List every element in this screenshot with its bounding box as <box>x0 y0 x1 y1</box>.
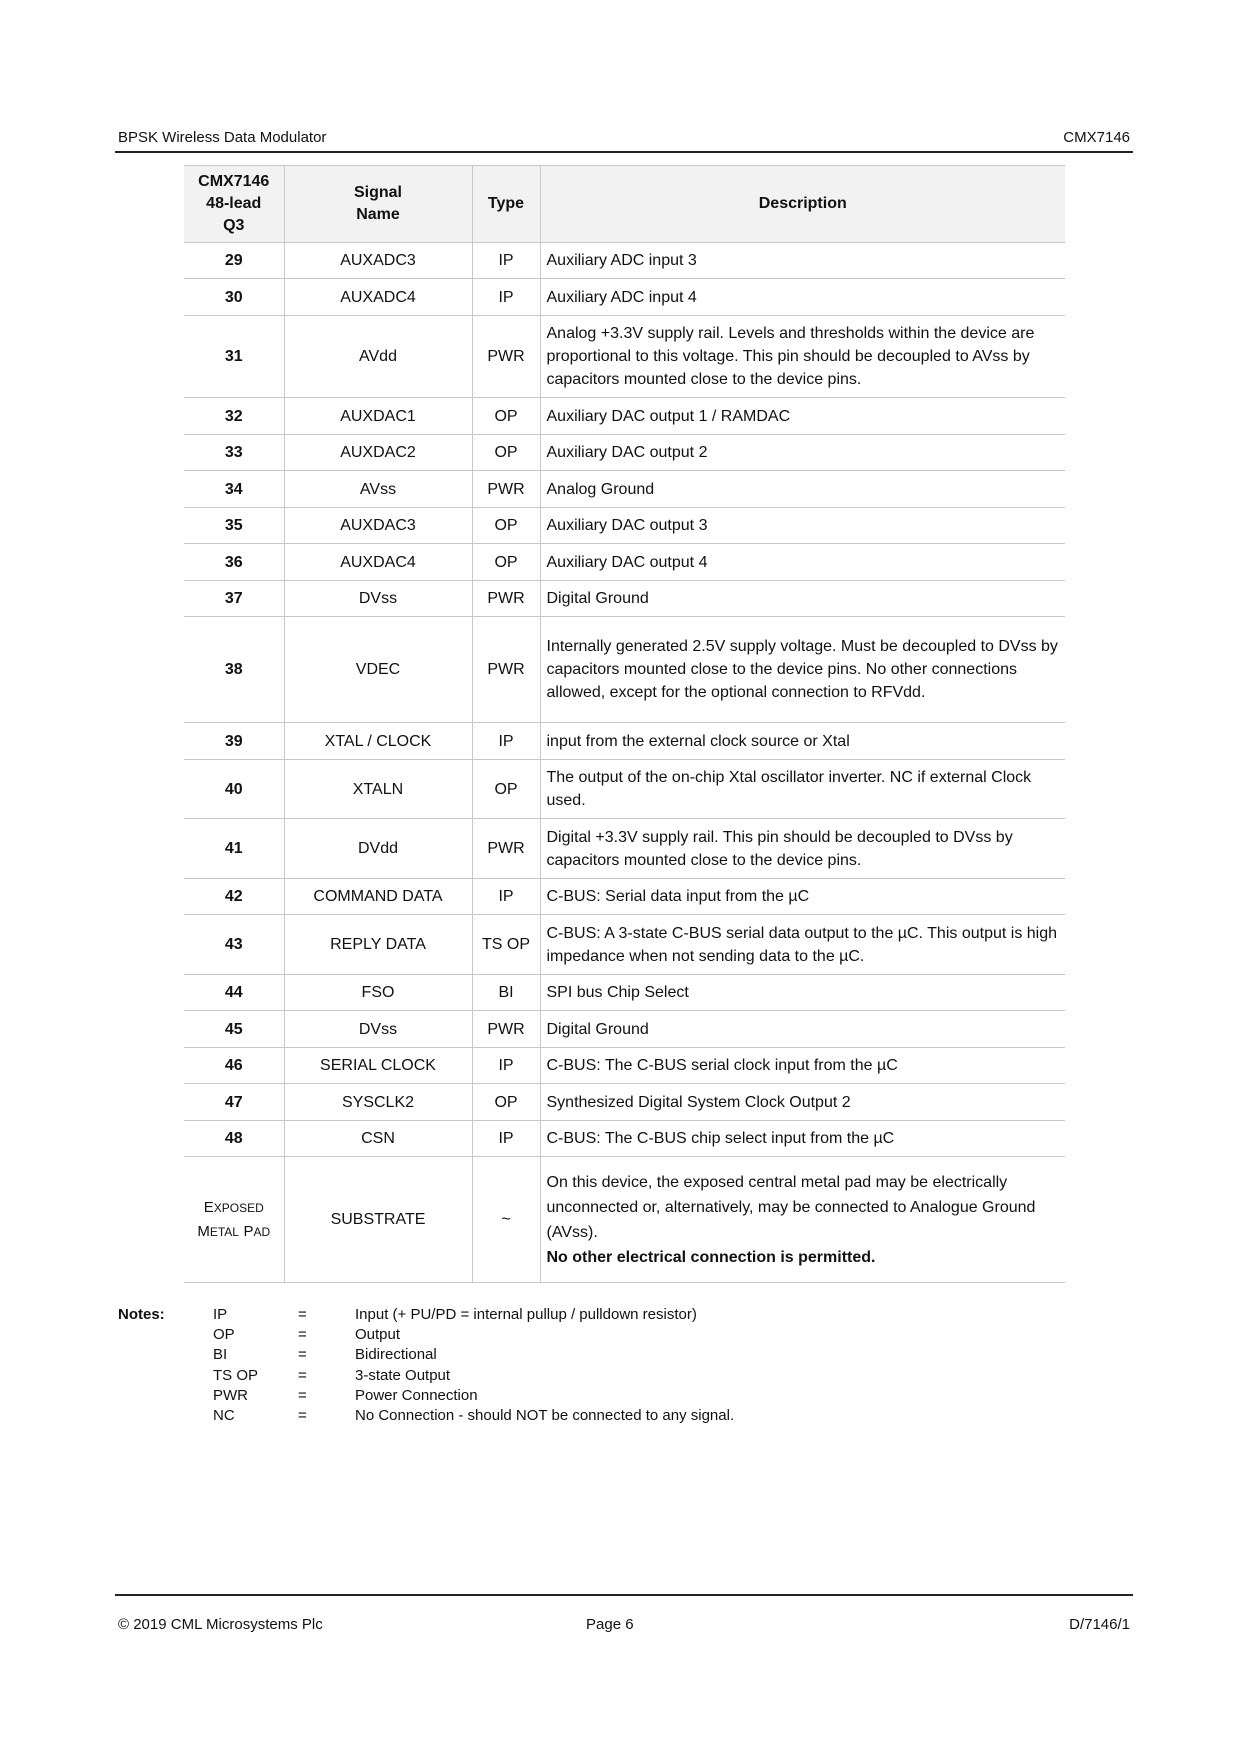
pin-description: Digital Ground <box>540 1011 1065 1048</box>
table-header-row <box>184 166 1065 243</box>
pin-description: Auxiliary ADC input 3 <box>540 243 1065 279</box>
note-equals: = <box>298 1387 307 1404</box>
pin-number: 38 <box>184 617 284 723</box>
table-row <box>184 398 1065 435</box>
table-row <box>184 581 1065 617</box>
pin-number: 31 <box>184 316 284 398</box>
pin-number: 33 <box>184 435 284 471</box>
table-row <box>184 819 1065 879</box>
table-row <box>184 915 1065 975</box>
header-document-title: BPSK Wireless Data Modulator <box>118 129 327 146</box>
signal-type: PWR <box>472 581 540 617</box>
table-row <box>184 1121 1065 1157</box>
note-code: IP <box>213 1306 228 1323</box>
note-equals: = <box>298 1346 307 1363</box>
pin-number: 37 <box>184 581 284 617</box>
table-row <box>184 617 1065 723</box>
note-definition: No Connection - should NOT be connected to any signal. <box>355 1407 735 1424</box>
column-header-signal <box>284 166 472 243</box>
note-code: OP <box>213 1326 235 1343</box>
signal-type: OP <box>472 398 540 435</box>
signal-type: OP <box>472 508 540 544</box>
note-code: BI <box>213 1346 228 1363</box>
signal-name: AVss <box>284 471 472 508</box>
pin-number: 39 <box>184 723 284 760</box>
signal-type: IP <box>472 243 540 279</box>
pin-number: 29 <box>184 243 284 279</box>
pin-number: 45 <box>184 1011 284 1048</box>
footer-document-number: D/7146/1 <box>1069 1616 1130 1633</box>
pin-description: C-BUS: The C-BUS chip select input from the µC <box>540 1121 1065 1157</box>
table-row <box>184 508 1065 544</box>
pin-number: 30 <box>184 279 284 316</box>
exposed-label-line1 <box>190 1196 278 1220</box>
pin-description: Auxiliary DAC output 2 <box>540 435 1065 471</box>
signal-type: ~ <box>472 1157 540 1283</box>
pin-number: 32 <box>184 398 284 435</box>
pin-number: 35 <box>184 508 284 544</box>
pin-description: Auxiliary DAC output 4 <box>540 544 1065 581</box>
signal-type: PWR <box>472 819 540 879</box>
pin-description <box>540 1157 1065 1283</box>
pin-description: Auxiliary DAC output 1 / RAMDAC <box>540 398 1065 435</box>
table-row-exposed-pad <box>184 1157 1065 1283</box>
pin-description: Analog +3.3V supply rail. Levels and thresholds within the device are proportional to this voltage. This pin should be decoupled to AVss by capacitors mounted close to the device pins. <box>540 316 1065 398</box>
signal-name: DVdd <box>284 819 472 879</box>
signal-name: SYSCLK2 <box>284 1084 472 1121</box>
header-part-number: CMX7146 <box>1063 129 1130 146</box>
pin-description: C-BUS: A 3-state C-BUS serial data output to the µC. This output is high impedance when not sending data to the µC. <box>540 915 1065 975</box>
pin-number: 34 <box>184 471 284 508</box>
signal-type: PWR <box>472 1011 540 1048</box>
signal-type: OP <box>472 544 540 581</box>
table-row <box>184 471 1065 508</box>
table-row <box>184 975 1065 1011</box>
signal-name: AUXDAC4 <box>284 544 472 581</box>
pin-number: 43 <box>184 915 284 975</box>
signal-name: AUXDAC2 <box>284 435 472 471</box>
pin-number: 41 <box>184 819 284 879</box>
note-code: NC <box>213 1407 235 1424</box>
signal-type: IP <box>472 879 540 915</box>
footer-rule <box>115 1594 1133 1596</box>
column-header-signal-line2: Name <box>356 206 400 223</box>
table-row <box>184 544 1065 581</box>
note-equals: = <box>298 1326 307 1343</box>
column-header-signal-line1: Signal <box>353 184 402 201</box>
note-definition: Output <box>355 1326 401 1343</box>
signal-type: OP <box>472 760 540 819</box>
signal-type: IP <box>472 279 540 316</box>
note-definition: 3-state Output <box>355 1367 451 1384</box>
pin-number: 42 <box>184 879 284 915</box>
table-row <box>184 1048 1065 1084</box>
note-equals: = <box>298 1367 307 1384</box>
sc-initial-m: M <box>197 1222 210 1240</box>
pin-number: 48 <box>184 1121 284 1157</box>
sc-initial-p: P <box>243 1222 254 1240</box>
pin-number: 44 <box>184 975 284 1011</box>
pin-description: Digital +3.3V supply rail. This pin should be decoupled to DVss by capacitors mounted close to the device pins. <box>540 819 1065 879</box>
table-row <box>184 279 1065 316</box>
signal-name: FSO <box>284 975 472 1011</box>
signal-type: PWR <box>472 617 540 723</box>
pin-description: Internally generated 2.5V supply voltage. Must be decoupled to DVss by capacitors mounted close to the device pins. No other connections allowed, except for the optional connection to RFVdd. <box>540 617 1065 723</box>
header-rule <box>115 151 1133 153</box>
pin-description: Auxiliary ADC input 4 <box>540 279 1065 316</box>
column-header-pin-line1: CMX7146 <box>198 173 270 190</box>
signal-type: BI <box>472 975 540 1011</box>
signal-name: AUXDAC1 <box>284 398 472 435</box>
signal-name: SERIAL CLOCK <box>284 1048 472 1084</box>
column-header-pin-line3: Q3 <box>223 217 245 234</box>
column-header-type: Type <box>472 166 540 243</box>
pin-description: C-BUS: The C-BUS serial clock input from the µC <box>540 1048 1065 1084</box>
signal-name: COMMAND DATA <box>284 879 472 915</box>
pin-number-exposed-pad <box>184 1157 284 1283</box>
pin-number: 47 <box>184 1084 284 1121</box>
pin-number: 46 <box>184 1048 284 1084</box>
column-header-description: Description <box>540 166 1065 243</box>
signal-name: AUXADC4 <box>284 279 472 316</box>
signal-name: REPLY DATA <box>284 915 472 975</box>
note-code: PWR <box>213 1387 248 1404</box>
pin-description: C-BUS: Serial data input from the µC <box>540 879 1065 915</box>
note-definition: Power Connection <box>355 1387 478 1404</box>
note-equals: = <box>298 1407 307 1424</box>
pin-description: Analog Ground <box>540 471 1065 508</box>
pin-description: input from the external clock source or Xtal <box>540 723 1065 760</box>
pin-number: 36 <box>184 544 284 581</box>
exposed-pad-warning: No other electrical connection is permitted. <box>546 1248 876 1266</box>
sc-rest-etal: ETAL <box>209 1224 239 1239</box>
signal-type: IP <box>472 723 540 760</box>
footer-copyright: © 2019 CML Microsystems Plc <box>118 1616 323 1633</box>
signal-type: PWR <box>472 471 540 508</box>
signal-type: OP <box>472 1084 540 1121</box>
signal-name: AUXDAC3 <box>284 508 472 544</box>
sc-rest-xposed: XPOSED <box>213 1200 264 1215</box>
signal-type: OP <box>472 435 540 471</box>
signal-type: PWR <box>472 316 540 398</box>
table-row <box>184 723 1065 760</box>
signal-type: IP <box>472 1048 540 1084</box>
table-row <box>184 316 1065 398</box>
signal-name: XTAL / CLOCK <box>284 723 472 760</box>
signal-name: XTALN <box>284 760 472 819</box>
note-equals: = <box>298 1306 307 1323</box>
signal-name: AVdd <box>284 316 472 398</box>
pin-description: SPI bus Chip Select <box>540 975 1065 1011</box>
signal-name: VDEC <box>284 617 472 723</box>
signal-name: SUBSTRATE <box>284 1157 472 1283</box>
table-row <box>184 435 1065 471</box>
signal-name: DVss <box>284 581 472 617</box>
pin-description: Synthesized Digital System Clock Output 2 <box>540 1084 1065 1121</box>
signal-type: TS OP <box>472 915 540 975</box>
pin-description-table <box>184 165 1065 1283</box>
table-row <box>184 243 1065 279</box>
sc-rest-ad: AD <box>253 1224 271 1239</box>
column-header-pin-line2: 48-lead <box>206 195 262 212</box>
note-code: TS OP <box>213 1367 259 1384</box>
table-row <box>184 1011 1065 1048</box>
exposed-label-line2 <box>190 1220 278 1244</box>
note-definition: Bidirectional <box>355 1346 437 1363</box>
signal-name: AUXADC3 <box>284 243 472 279</box>
pin-description: Auxiliary DAC output 3 <box>540 508 1065 544</box>
note-definition: Input (+ PU/PD = internal pullup / pulldown resistor) <box>355 1306 697 1323</box>
exposed-pad-description: On this device, the exposed central metal pad may be electrically unconnected or, alternatively, may be connected to Analogue Ground (AVss). <box>546 1173 1036 1241</box>
pin-description: Digital Ground <box>540 581 1065 617</box>
pin-description: The output of the on-chip Xtal oscillator inverter. NC if external Clock used. <box>540 760 1065 819</box>
footer-page-number: Page 6 <box>586 1616 634 1633</box>
column-header-pin <box>184 166 284 243</box>
notes-label: Notes: <box>118 1306 165 1323</box>
signal-name: CSN <box>284 1121 472 1157</box>
pin-number: 40 <box>184 760 284 819</box>
table-row <box>184 879 1065 915</box>
table-row <box>184 760 1065 819</box>
table-row <box>184 1084 1065 1121</box>
signal-name: DVss <box>284 1011 472 1048</box>
sc-initial-e: E <box>203 1198 214 1216</box>
signal-type: IP <box>472 1121 540 1157</box>
